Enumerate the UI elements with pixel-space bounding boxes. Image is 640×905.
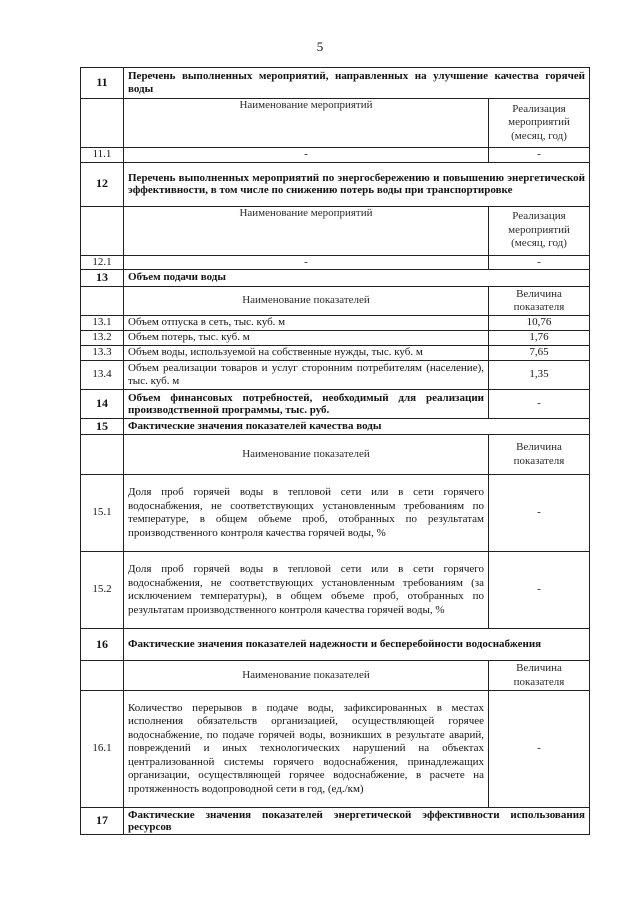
- section-row-12: [81, 162, 590, 206]
- section-row-11: [81, 68, 590, 99]
- cell-name: Объем реализации товаров и услуг сторонним потребителям (население), тыс. куб. м: [124, 361, 489, 390]
- section-row-13: [81, 270, 590, 287]
- cell-name: Объем потерь, тыс. куб. м: [124, 331, 489, 346]
- column-header-name: Наименование мероприятий: [124, 206, 489, 255]
- table-row-11-1: [81, 148, 590, 163]
- subheader-row-15: [81, 435, 590, 475]
- row-number: 13.1: [81, 316, 124, 331]
- table-row-13-1: [81, 316, 590, 331]
- column-header-name: Наименование показателей: [124, 287, 489, 316]
- cell-value: -: [489, 691, 590, 808]
- subheader-row-11: [81, 99, 590, 148]
- section-title: Фактические значения показателей надежности и бесперебойности водоснабжения: [124, 629, 590, 661]
- table-row-16-1: [81, 691, 590, 808]
- row-number: 12.1: [81, 255, 124, 270]
- cell-name: -: [124, 255, 489, 270]
- column-header-value: Величина показателя: [489, 661, 590, 691]
- row-number: 13.3: [81, 346, 124, 361]
- table-row-13-2: [81, 331, 590, 346]
- section-title: Объем подачи воды: [124, 270, 590, 287]
- row-number: 15.2: [81, 552, 124, 629]
- column-header-realization: Реализация мероприятий (месяц, год): [489, 99, 590, 148]
- table-row-13-4: [81, 361, 590, 390]
- row-number: 15: [81, 419, 124, 435]
- column-header-value: Величина показателя: [489, 287, 590, 316]
- column-header-name: Наименование показателей: [124, 435, 489, 475]
- row-number: 11: [81, 68, 124, 99]
- empty-cell: [81, 661, 124, 691]
- table-row-13-3: [81, 346, 590, 361]
- empty-cell: [81, 435, 124, 475]
- empty-cell: [81, 99, 124, 148]
- cell-value: -: [489, 255, 590, 270]
- row-number: 17: [81, 808, 124, 835]
- row-number: 16: [81, 629, 124, 661]
- row-number: 14: [81, 390, 124, 419]
- cell-value: -: [489, 390, 590, 419]
- row-number: 11.1: [81, 148, 124, 163]
- column-header-name: Наименование мероприятий: [124, 99, 489, 148]
- row-number: 16.1: [81, 691, 124, 808]
- cell-name: Количество перерывов в подаче воды, зафиксированных в местах исполнения обязательств организацией, осуществляющей горячее водоснабжение, по подаче горячей воды, возникших в результате аварий, повреждений и иных технологических нарушений на объектах централизованной системы горячего водоснабжения, принадлежащих организации, осуществляющей горячее водоснабжение, в расчете на протяженность водопроводной сети в год, (ед./км): [124, 691, 489, 808]
- section-title: Перечень выполненных мероприятий, направленных на улучшение качества горячей воды: [124, 68, 590, 99]
- table-row-15-1: [81, 475, 590, 552]
- subheader-row-16: [81, 661, 590, 691]
- row-number: 13.4: [81, 361, 124, 390]
- empty-cell: [81, 287, 124, 316]
- column-header-name: Наименование показателей: [124, 661, 489, 691]
- cell-value: -: [489, 552, 590, 629]
- subheader-row-12: [81, 206, 590, 255]
- row-number: 15.1: [81, 475, 124, 552]
- section-row-15: [81, 419, 590, 435]
- row-number: 12: [81, 162, 124, 206]
- section-row-17: [81, 808, 590, 835]
- cell-name: Объем отпуска в сеть, тыс. куб. м: [124, 316, 489, 331]
- empty-cell: [81, 206, 124, 255]
- cell-value: 1,35: [489, 361, 590, 390]
- cell-name: -: [124, 148, 489, 163]
- table-row-15-2: [81, 552, 590, 629]
- column-header-value: Величина показателя: [489, 435, 590, 475]
- subheader-row-13: [81, 287, 590, 316]
- section-row-14: [81, 390, 590, 419]
- cell-value: 1,76: [489, 331, 590, 346]
- section-row-16: [81, 629, 590, 661]
- section-title: Фактические значения показателей качества воды: [124, 419, 590, 435]
- row-number: 13.2: [81, 331, 124, 346]
- production-program-table: [80, 67, 590, 835]
- cell-value: -: [489, 148, 590, 163]
- section-title: Фактические значения показателей энергетической эффективности использования ресурсов: [124, 808, 590, 835]
- cell-value: 7,65: [489, 346, 590, 361]
- column-header-realization: Реализация мероприятий (месяц, год): [489, 206, 590, 255]
- page-number: 5: [316, 39, 324, 54]
- table-row-12-1: [81, 255, 590, 270]
- cell-name: Доля проб горячей воды в тепловой сети или в сети горячего водоснабжения, не соответствующих установленным требованиям (за исключением температуры), в общем объеме проб, отобранных по результатам производственного контроля качества горячей воды, %: [124, 552, 489, 629]
- section-title: Объем финансовых потребностей, необходимый для реализации производственной программы, тыс. руб.: [124, 390, 489, 419]
- row-number: 13: [81, 270, 124, 287]
- cell-name: Доля проб горячей воды в тепловой сети или в сети горячего водоснабжения, не соответствующих установленным требованиям по температуре, в общем объеме проб, отобранных по результатам производственного контроля качества горячей воды, %: [124, 475, 489, 552]
- cell-value: 10,76: [489, 316, 590, 331]
- section-title: Перечень выполненных мероприятий по энергосбережению и повышению энергетической эффективности, в том числе по снижению потерь воды при транспортировке: [124, 162, 590, 206]
- cell-value: -: [489, 475, 590, 552]
- cell-name: Объем воды, используемой на собственные нужды, тыс. куб. м: [124, 346, 489, 361]
